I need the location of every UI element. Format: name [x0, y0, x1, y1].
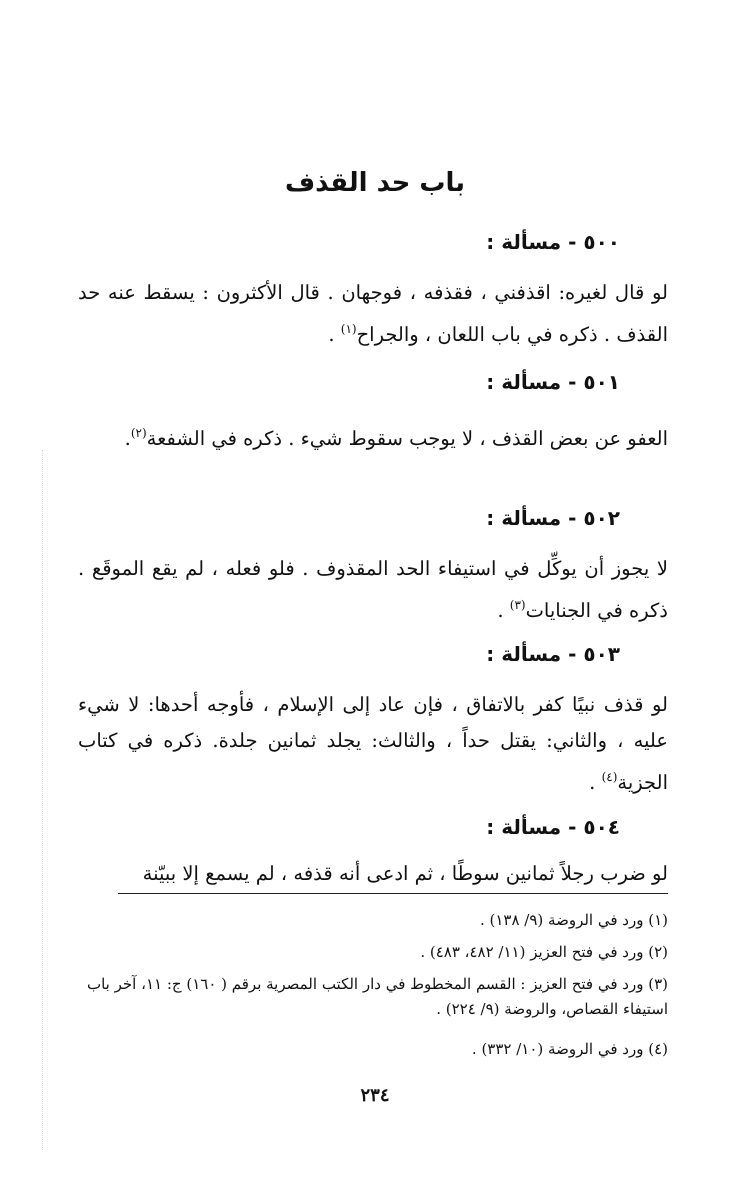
- issue-heading-500: ٥٠٠ - مسألة :: [486, 230, 620, 254]
- footnote-ref-3[interactable]: (٣): [509, 598, 526, 612]
- issue-text-503: [78, 687, 668, 801]
- footnote-ref-2[interactable]: (٢): [130, 426, 147, 440]
- issue-text-503-body: لو قذف نبيًا كفر بالاتفاق ، فإن عاد إلى الإسلام ، فأوجه أحدها: لا شيء عليه ، والثاني: يقتل حداً ، والثالث: يجلد ثمانين جلدة. ذكره في كتاب الجزية: [78, 693, 668, 794]
- issue-text-501-end: .: [124, 427, 131, 450]
- scan-artifact-line: [42, 450, 43, 1150]
- issue-heading-503: ٥٠٣ - مسألة :: [486, 642, 620, 666]
- issue-text-502-end: .: [497, 599, 510, 622]
- issue-text-500-body: لو قال لغيره: اقذفني ، فقذفه ، فوجهان . قال الأكثرون : يسقط عنه حد القذف . ذكره في باب اللعان ، والجراح: [78, 281, 668, 346]
- issue-text-501: [78, 415, 668, 457]
- footnote-ref-1[interactable]: (١): [340, 322, 357, 336]
- issue-text-504-body: لو ضرب رجلاً ثمانين سوطًا ، ثم ادعى أنه قذفه ، لم يسمع إلا ببيّنة: [142, 862, 668, 885]
- footnote-ref-4[interactable]: (٤): [601, 770, 618, 784]
- footnote-3: (٣) ورد في فتح العزيز : القسم المخطوط في دار الكتب المصرية برقم ( ١٦٠) ج: ١١، آخر باب استيفاء القصاص، والروضة (٩/ ٢٢٤) .: [86, 975, 668, 1018]
- issue-text-501-body: العفو عن بعض القذف ، لا يوجب سقوط شيء . ذكره في الشفعة: [146, 427, 668, 450]
- issue-text-502: [78, 551, 668, 629]
- issue-text-500: [78, 275, 668, 353]
- footnote-2: (٢) ورد في فتح العزيز (١١/ ٤٨٢، ٤٨٣) .: [420, 943, 668, 961]
- issue-text-503-end: .: [589, 771, 602, 794]
- issue-heading-502: ٥٠٢ - مسألة :: [486, 506, 620, 530]
- chapter-title: باب حد القذف: [284, 168, 466, 198]
- footnote-1: (١) ورد في الروضة (٩/ ١٣٨) .: [479, 911, 668, 929]
- issue-text-500-end: .: [328, 323, 341, 346]
- footnote-4: (٤) ورد في الروضة (١٠/ ٣٣٢) .: [471, 1040, 668, 1058]
- issue-heading-504: ٥٠٤ - مسألة :: [486, 815, 620, 839]
- issue-heading-501: ٥٠١ - مسألة :: [486, 370, 620, 394]
- footnote-divider: [118, 893, 668, 894]
- issue-text-502-body: لا يجوز أن يوكِّل في استيفاء الحد المقذوف . فلو فعله ، لم يقع الموقَع . ذكره في الجنايات: [78, 557, 668, 622]
- page-number: ٢٣٤: [360, 1085, 390, 1106]
- issue-text-504: [78, 856, 668, 892]
